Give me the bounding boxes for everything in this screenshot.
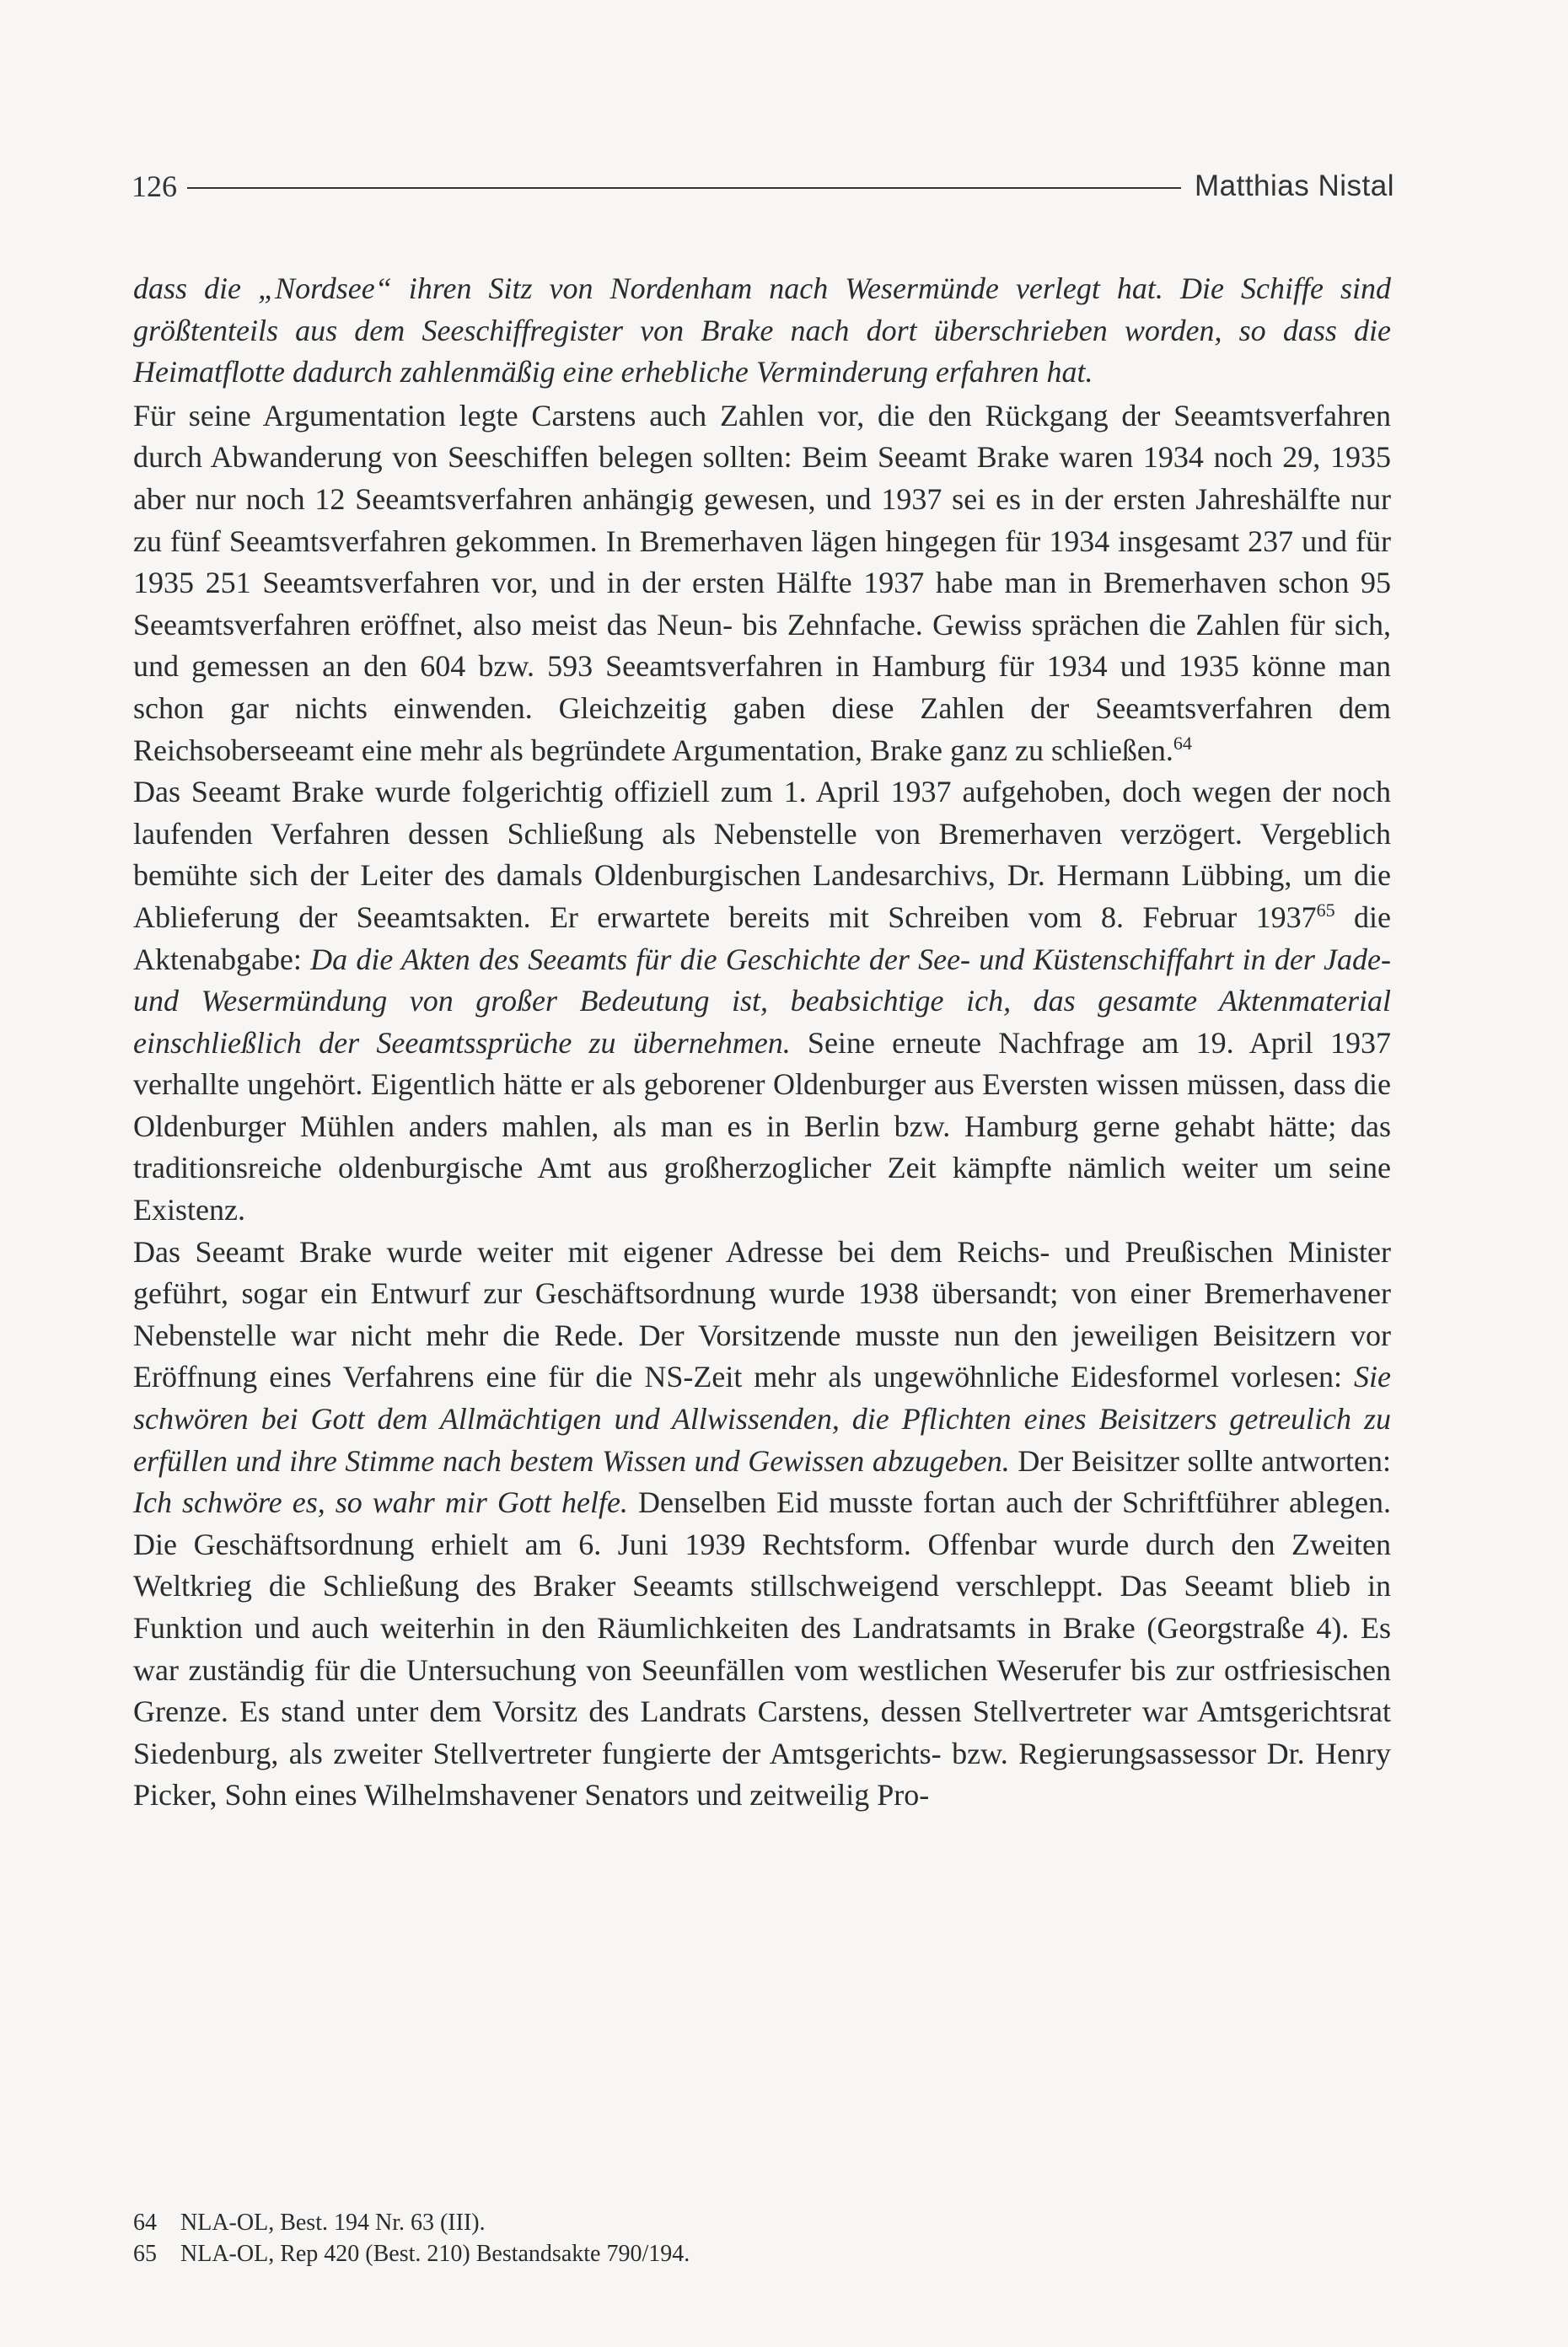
footnotes [133,2207,1391,2269]
footnote-text: NLA-OL, Rep 420 (Best. 210) Bestandsakte 790/194. [180,2241,690,2267]
paragraph-3-quote-oath: Sie schwören bei Gott dem Allmächtigen und Allwissenden, die Pflichten eines Beisitzers getreulich zu erfüllen und ihre Stimme nach bestem Wissen und Gewissen abzugeben. [133,1360,1391,1478]
footnote-text: NLA-OL, Best. 194 Nr. 63 (III). [180,2210,486,2236]
paragraph-3-text-a: Das Seeamt Brake wurde weiter mit eigener Adresse bei dem Reichs- und Preußischen Minister geführt, sogar ein Entwurf zur Geschäftsordnung wurde 1938 übersandt; von einer Bremerhavener Nebenstelle war nicht mehr die Rede. Der Vorsitzende musste nun den jeweiligen Beisitzern vor Eröffnung eines Verfahrens eine für die NS-Zeit mehr als ungewöhnliche Eidesformel vorlesen: [133,1234,1391,1394]
quote-block: dass die „Nordsee“ ihren Sitz von Nordenham nach Wesermünde verlegt hat. Die Schiffe sind größtenteils aus dem Seeschiffregister von Brake nach dort überschrieben worden, so dass die Heimatflotte dadurch zahlenmäßig eine erhebliche Verminderung erfahren hat. [133,271,1391,389]
paragraph-2 [133,771,1391,1232]
body-text [133,268,1391,1817]
paragraph-2-quote: Da die Akten des Seeamts für die Geschichte der See- und Küstenschiffahrt in der Jade- und Wesermündung von großer Bedeutung ist, beabsichtige ich, das gesamte Aktenmaterial einschließlich der Seeamtssprüche zu übernehmen. [133,942,1391,1060]
footnote-item [133,2238,1391,2269]
paragraph-2-text-b: die Aktenabgabe: [133,900,1391,976]
paragraph-2-text-a: Das Seeamt Brake wurde folgerichtig offiziell zum 1. April 1937 aufgehoben, doch wegen der noch laufenden Verfahren dessen Schließung als Nebenstelle von Bremerhaven verzögert. Vergeblich bemühte sich der Leiter des damals Oldenburgischen Landesarchivs, Dr. Hermann Lübbing, um die Ablieferung der Seeamtsakten. Er erwartete bereits mit Schreiben vom 8. Februar 1937 [133,775,1391,934]
running-head [132,165,1394,207]
footnote-item [133,2207,1391,2238]
footnote-ref-65[interactable]: 65 [1316,899,1335,921]
paragraph-1-text: Für seine Argumentation legte Carstens auch Zahlen vor, die den Rückgang der Seeamtsverfahren durch Abwanderung von Seeschiffen belegen sollten: Beim Seeamt Brake waren 1934 noch 29, 1935 aber nur noch 12 Seeamtsverfahren anhängig gewesen, und 1937 sei es in der ersten Jahreshälfte nur zu fünf Seeamtsverfahren gekommen. In Bremerhaven lägen hingegen für 1934 insgesamt 237 und für 1935 251 Seeamtsverfahren vor, und in der ersten Hälfte 1937 habe man in Bremerhaven schon 95 Seeamtsverfahren eröffnet, also meist das Neun- bis Zehnfache. Gewiss sprächen die Zahlen für sich, und gemessen an den 604 bzw. 593 Seeamtsverfahren in Hamburg für 1934 und 1935 könne man schon gar nichts einwenden. Gleichzeitig gaben diese Zahlen der Seeamtsverfahren dem Reichsoberseeamt eine mehr als begründete Argumentation, Brake ganz zu schließen. [133,398,1391,767]
footnote-number: 65 [133,2241,157,2267]
paragraph-1 [133,395,1391,771]
paragraph-3-quote-answer: Ich schwöre es, so wahr mir Gott helfe. [133,1485,628,1520]
footnote-ref-64[interactable]: 64 [1173,732,1192,754]
paragraph-3-text-c: Denselben Eid musste fortan auch der Schriftführer ablegen. Die Geschäftsordnung erhielt am 6. Juni 1939 Rechtsform. Offenbar wurde durch den Zweiten Weltkrieg die Schließung des Braker Seeamts stillschweigend verschleppt. Das Seeamt blieb in Funktion und auch weiterhin in den Räumlichkeiten des Landratsamts in Brake (Georgstraße 4). Es war zuständig für die Untersuchung von Seeunfällen vom westlichen Weserufer bis zur ostfriesischen Grenze. Es stand unter dem Vorsitz des Landrats Carstens, dessen Stellvertreter war Amtsgerichtsrat Siedenburg, als zweiter Stellvertreter fungierte der Amtsgerichts- bzw. Regierungsassessor Dr. Henry Picker, Sohn eines Wilhelmshavener Senators und zeitweilig Pro- [133,1485,1391,1813]
paragraph-3 [133,1232,1391,1817]
paragraph-2-text-c: Seine erneute Nachfrage am 19. April 1937 verhallte ungehört. Eigentlich hätte er als geborener Oldenburger aus Eversten wissen müssen, dass die Oldenburger Mühlen anders mahlen, als man es in Berlin bzw. Hamburg gerne gehabt hätte; das traditionsreiche oldenburgische Amt aus großherzoglicher Zeit kämpfte nämlich weiter um seine Existenz. [133,1025,1392,1227]
page-number: 126 [132,169,177,203]
header-rule [187,187,1181,189]
paragraph-3-text-b: Der Beisitzer sollte antworten: [1009,1443,1392,1478]
footnote-number: 64 [133,2210,157,2236]
running-author: Matthias Nistal [1194,169,1394,202]
